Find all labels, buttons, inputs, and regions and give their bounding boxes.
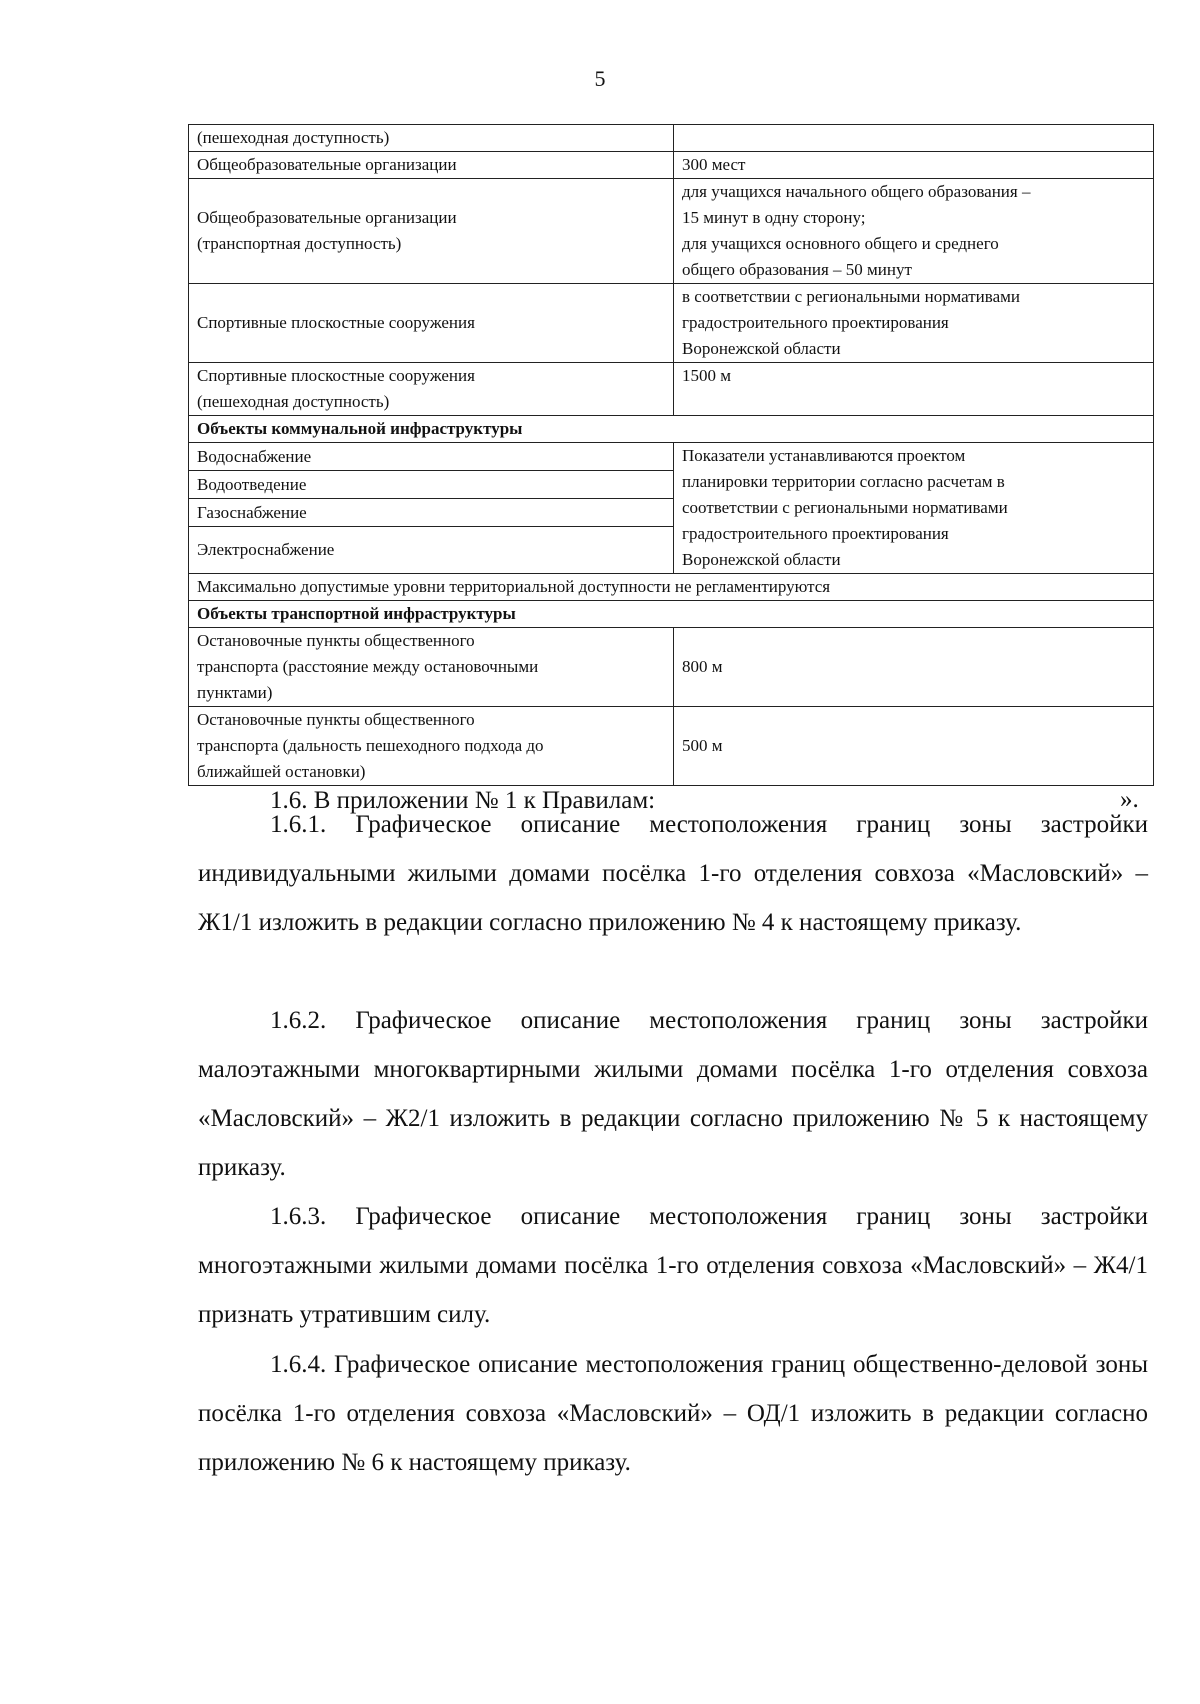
standards-table-body: [189, 125, 1154, 786]
table-cell-indicator: [189, 628, 674, 707]
cell-line: ближайшей остановки): [197, 762, 366, 781]
table-cell-indicator: [189, 152, 674, 179]
cell-line: Спортивные плоскостные сооружения: [197, 313, 475, 332]
page-number: 5: [594, 66, 606, 91]
cell-line: (пешеходная доступность): [197, 128, 390, 147]
section-header-cell: Объекты коммунальной инфраструктуры: [189, 416, 1154, 443]
table-cell-value: [674, 152, 1154, 179]
cell-line: соответствии с региональными нормативами: [682, 498, 1008, 517]
table-cell-indicator: [189, 284, 674, 363]
table-cell-value: [674, 284, 1154, 363]
cell-line: градостроительного проектирования: [682, 524, 949, 543]
cell-line: 1500 м: [682, 366, 732, 385]
cell-line: Показатели устанавливаются проектом: [682, 446, 966, 465]
cell-line: 15 минут в одну сторону;: [682, 208, 866, 227]
cell-line: градостроительного проектирования: [682, 313, 949, 332]
table-cell-indicator: Газоснабжение: [189, 499, 674, 527]
table-section-header: [189, 416, 1154, 443]
cell-line: в соответствии с региональными нормативами: [682, 287, 1020, 306]
table-cell-indicator: Водоотведение: [189, 471, 674, 499]
cell-line: Остановочные пункты общественного: [197, 631, 475, 650]
table-row: [189, 707, 1154, 786]
paragraph-1-6: 1.6. В приложении № 1 к Правилам:: [270, 787, 656, 814]
cell-line: Воронежской области: [682, 339, 841, 358]
cell-line: для учащихся начального общего образования –: [682, 182, 1031, 201]
table-row: [189, 628, 1154, 707]
standards-table: [188, 124, 1154, 786]
table-cell-indicator: [189, 179, 674, 284]
table-row: [189, 443, 1154, 471]
paragraph-1-6-3: 1.6.3. Графическое описание местоположения границ зоны застройки многоэтажными жилыми домами посёлка 1-го отделения совхоза «Масловский» – Ж4/1 признать утратившим силу.: [198, 1203, 1148, 1328]
cell-line: Спортивные плоскостные сооружения: [197, 366, 475, 385]
cell-line: транспорта (дальность пешеходного подхода до: [197, 736, 544, 755]
table-cell-value: [674, 707, 1154, 786]
table-cell-value: [674, 628, 1154, 707]
table-cell-value: [674, 179, 1154, 284]
table-cell-indicator: Электроснабжение: [189, 527, 674, 574]
table-section-header: [189, 601, 1154, 628]
paragraph-1-6-2: 1.6.2. Графическое описание местоположения границ зоны застройки малоэтажными многоквартирными жилыми домами посёлка 1-го отделения совхоза «Масловский» – Ж2/1 изложить в редакции согласно приложению № 5 к настоящему приказу.: [198, 1007, 1148, 1181]
paragraph-1-6-1: 1.6.1. Графическое описание местоположения границ зоны застройки индивидуальными жилыми домами посёлка 1-го отделения совхоза «Масловский» – Ж1/1 изложить в редакции согласно приложению № 4 к настоящему приказу.: [198, 811, 1148, 936]
table-cell-indicator: [189, 363, 674, 416]
cell-line: общего образования – 50 минут: [682, 260, 912, 279]
cell-line: для учащихся основного общего и среднего: [682, 234, 999, 253]
cell-line: 800 м: [682, 657, 723, 676]
table-cell-value: [674, 443, 1154, 574]
cell-line: Воронежской области: [682, 550, 841, 569]
table-cell-full: Максимально допустимые уровни территориальной доступности не регламентируются: [189, 574, 1154, 601]
section-header-cell: Объекты транспортной инфраструктуры: [189, 601, 1154, 628]
table-cell-indicator: [189, 125, 674, 152]
cell-line: Остановочные пункты общественного: [197, 710, 475, 729]
cell-line: пунктами): [197, 683, 273, 702]
table-row-full: [189, 574, 1154, 601]
table-row: [189, 179, 1154, 284]
cell-line: (пешеходная доступность): [197, 392, 390, 411]
table-row: [189, 152, 1154, 179]
table-cell-value: [674, 125, 1154, 152]
table-cell-indicator: Водоснабжение: [189, 443, 674, 471]
closing-quote: ».: [1120, 786, 1139, 813]
cell-line: (транспортная доступность): [197, 234, 402, 253]
paragraph-1-6-4: 1.6.4. Графическое описание местоположения границ общественно-деловой зоны посёлка 1-го отделения совхоза «Масловский» – ОД/1 изложить в редакции согласно приложению № 6 к настоящему приказу.: [198, 1351, 1148, 1476]
cell-line: 500 м: [682, 736, 723, 755]
cell-line: планировки территории согласно расчетам в: [682, 472, 1005, 491]
cell-line: Общеобразовательные организации: [197, 208, 457, 227]
table-row: [189, 284, 1154, 363]
cell-line: транспорта (расстояние между остановочными: [197, 657, 539, 676]
table-cell-indicator: [189, 707, 674, 786]
cell-line: Общеобразовательные организации: [197, 155, 457, 174]
table-row: [189, 125, 1154, 152]
table-cell-value: [674, 363, 1154, 416]
cell-line: 300 мест: [682, 155, 746, 174]
table-row: [189, 363, 1154, 416]
